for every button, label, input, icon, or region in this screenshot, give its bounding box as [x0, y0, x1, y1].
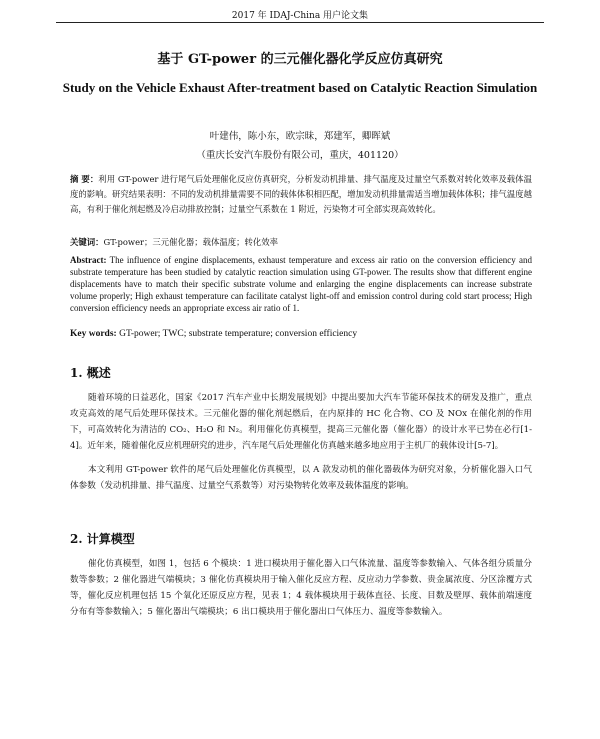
header-rule	[56, 22, 544, 23]
abstract-chinese-label: 摘 要：	[70, 174, 99, 184]
section-heading-overview: 1. 概述	[70, 366, 111, 380]
section-model-paragraph-1: 催化仿真模型，如图 1，包括 6 个模块：1 进口模块用于催化器入口气体流量、温度等参数输入、气体各组分质量分数等参数；2 催化器进气端模块；3 催化仿真模块用于输入催化反应方程、反应动力学参数、贵金属浓度、分区涂覆方式等，催化反应机理包括 15 个氧化还原反应方程，见表 1；4 载体模块用于载体直径、长度、目数及壁厚、载体前端速度分布有等参数输入；5 催化器出气端模块；6 出口模块用于催化器出口气体压力、温度等参数输入。	[70, 559, 532, 617]
keywords-chinese-label: 关键词：	[70, 237, 104, 247]
keywords-english-text: GT-power; TWC; substrate temperature; conversion efficiency	[119, 329, 358, 339]
abstract-english-label: Abstract:	[70, 255, 107, 265]
abstract-english	[70, 254, 532, 314]
keywords-english-label: Key words:	[70, 329, 117, 339]
section-overview-paragraph-2: 本文利用 GT-power 软件的尾气后处理催化仿真模型，以 A 款发动机的催化器载体为研究对象，分析催化器入口气体参数（发动机排量、排气温度、过量空气系数等）对污染物转化效率及载体温度的影响。	[70, 465, 532, 491]
keywords-chinese-text: GT-power；三元催化器；载体温度；转化效率	[103, 237, 279, 247]
keywords-english	[70, 328, 532, 340]
abstract-chinese	[70, 172, 532, 217]
section-overview-paragraph-1: 随着环境的日益恶化，国家《2017 汽车产业中长期发展规划》中提出要加大汽车节能环保技术的研发及推广，重点攻克高效的尾气后处理环保技术。三元催化器的催化剂起燃后，在内原排的 HC 化合物、CO 及 NOx 在催化剂的作用下，可高效转化为清洁的 CO₂、H₂O 和 N₂。利用催化仿真模型，提高三元催化器（催化器）的设计水平已势在必行[1-4]。近年来，随着催化反应机理研究的进步，汽车尾气后处理催化仿真越来越多地应用于主机厂的载体设计[5-7]。	[70, 393, 532, 451]
author-list: 叶建伟，陈小东，欧宗昧，郑建军，卿晖斌	[209, 131, 391, 142]
keywords-chinese	[70, 235, 532, 250]
section-heading-model: 2. 计算模型	[70, 532, 135, 546]
affiliation: （重庆长安汽车股份有限公司，重庆，401120）	[196, 150, 404, 161]
title-chinese: 基于 GT-power 的三元催化器化学反应仿真研究	[157, 52, 443, 67]
running-header: 2017 年 IDAJ-China 用户论文集	[231, 11, 369, 21]
title-english: Study on the Vehicle Exhaust After-treatment based on Catalytic Reaction Simulation	[62, 80, 538, 95]
abstract-chinese-text: 利用 GT-power 进行尾气后处理催化反应仿真研究，分析发动机排量、排气温度及过量空气系数对转化效率及载体温度的影响。研究结果表明：不同的发动机排量需要不同的载体体积相匹配，增加发动机排量需适当增加载体体积；排气温度越高，有利于催化剂起燃及冷启动排放控制；过量空气系数在 1 附近，污染物才可全部实现高效转化。	[70, 174, 532, 214]
abstract-english-text: The influence of engine displacements, exhaust temperature and excess air ratio on the conversion efficiency and substrate temperature has been studied by catalytic reaction simulation using GT-power. The results show that different engine displacements have to match their specific substrate volume and enlarging the engine displacements can increase substrate volume properly; High exhaust temperature can facilitate catalyst light-off and emission control during cold start process; High conversion efficiency needs an appropriate excess air ratio of 1.	[70, 255, 532, 313]
